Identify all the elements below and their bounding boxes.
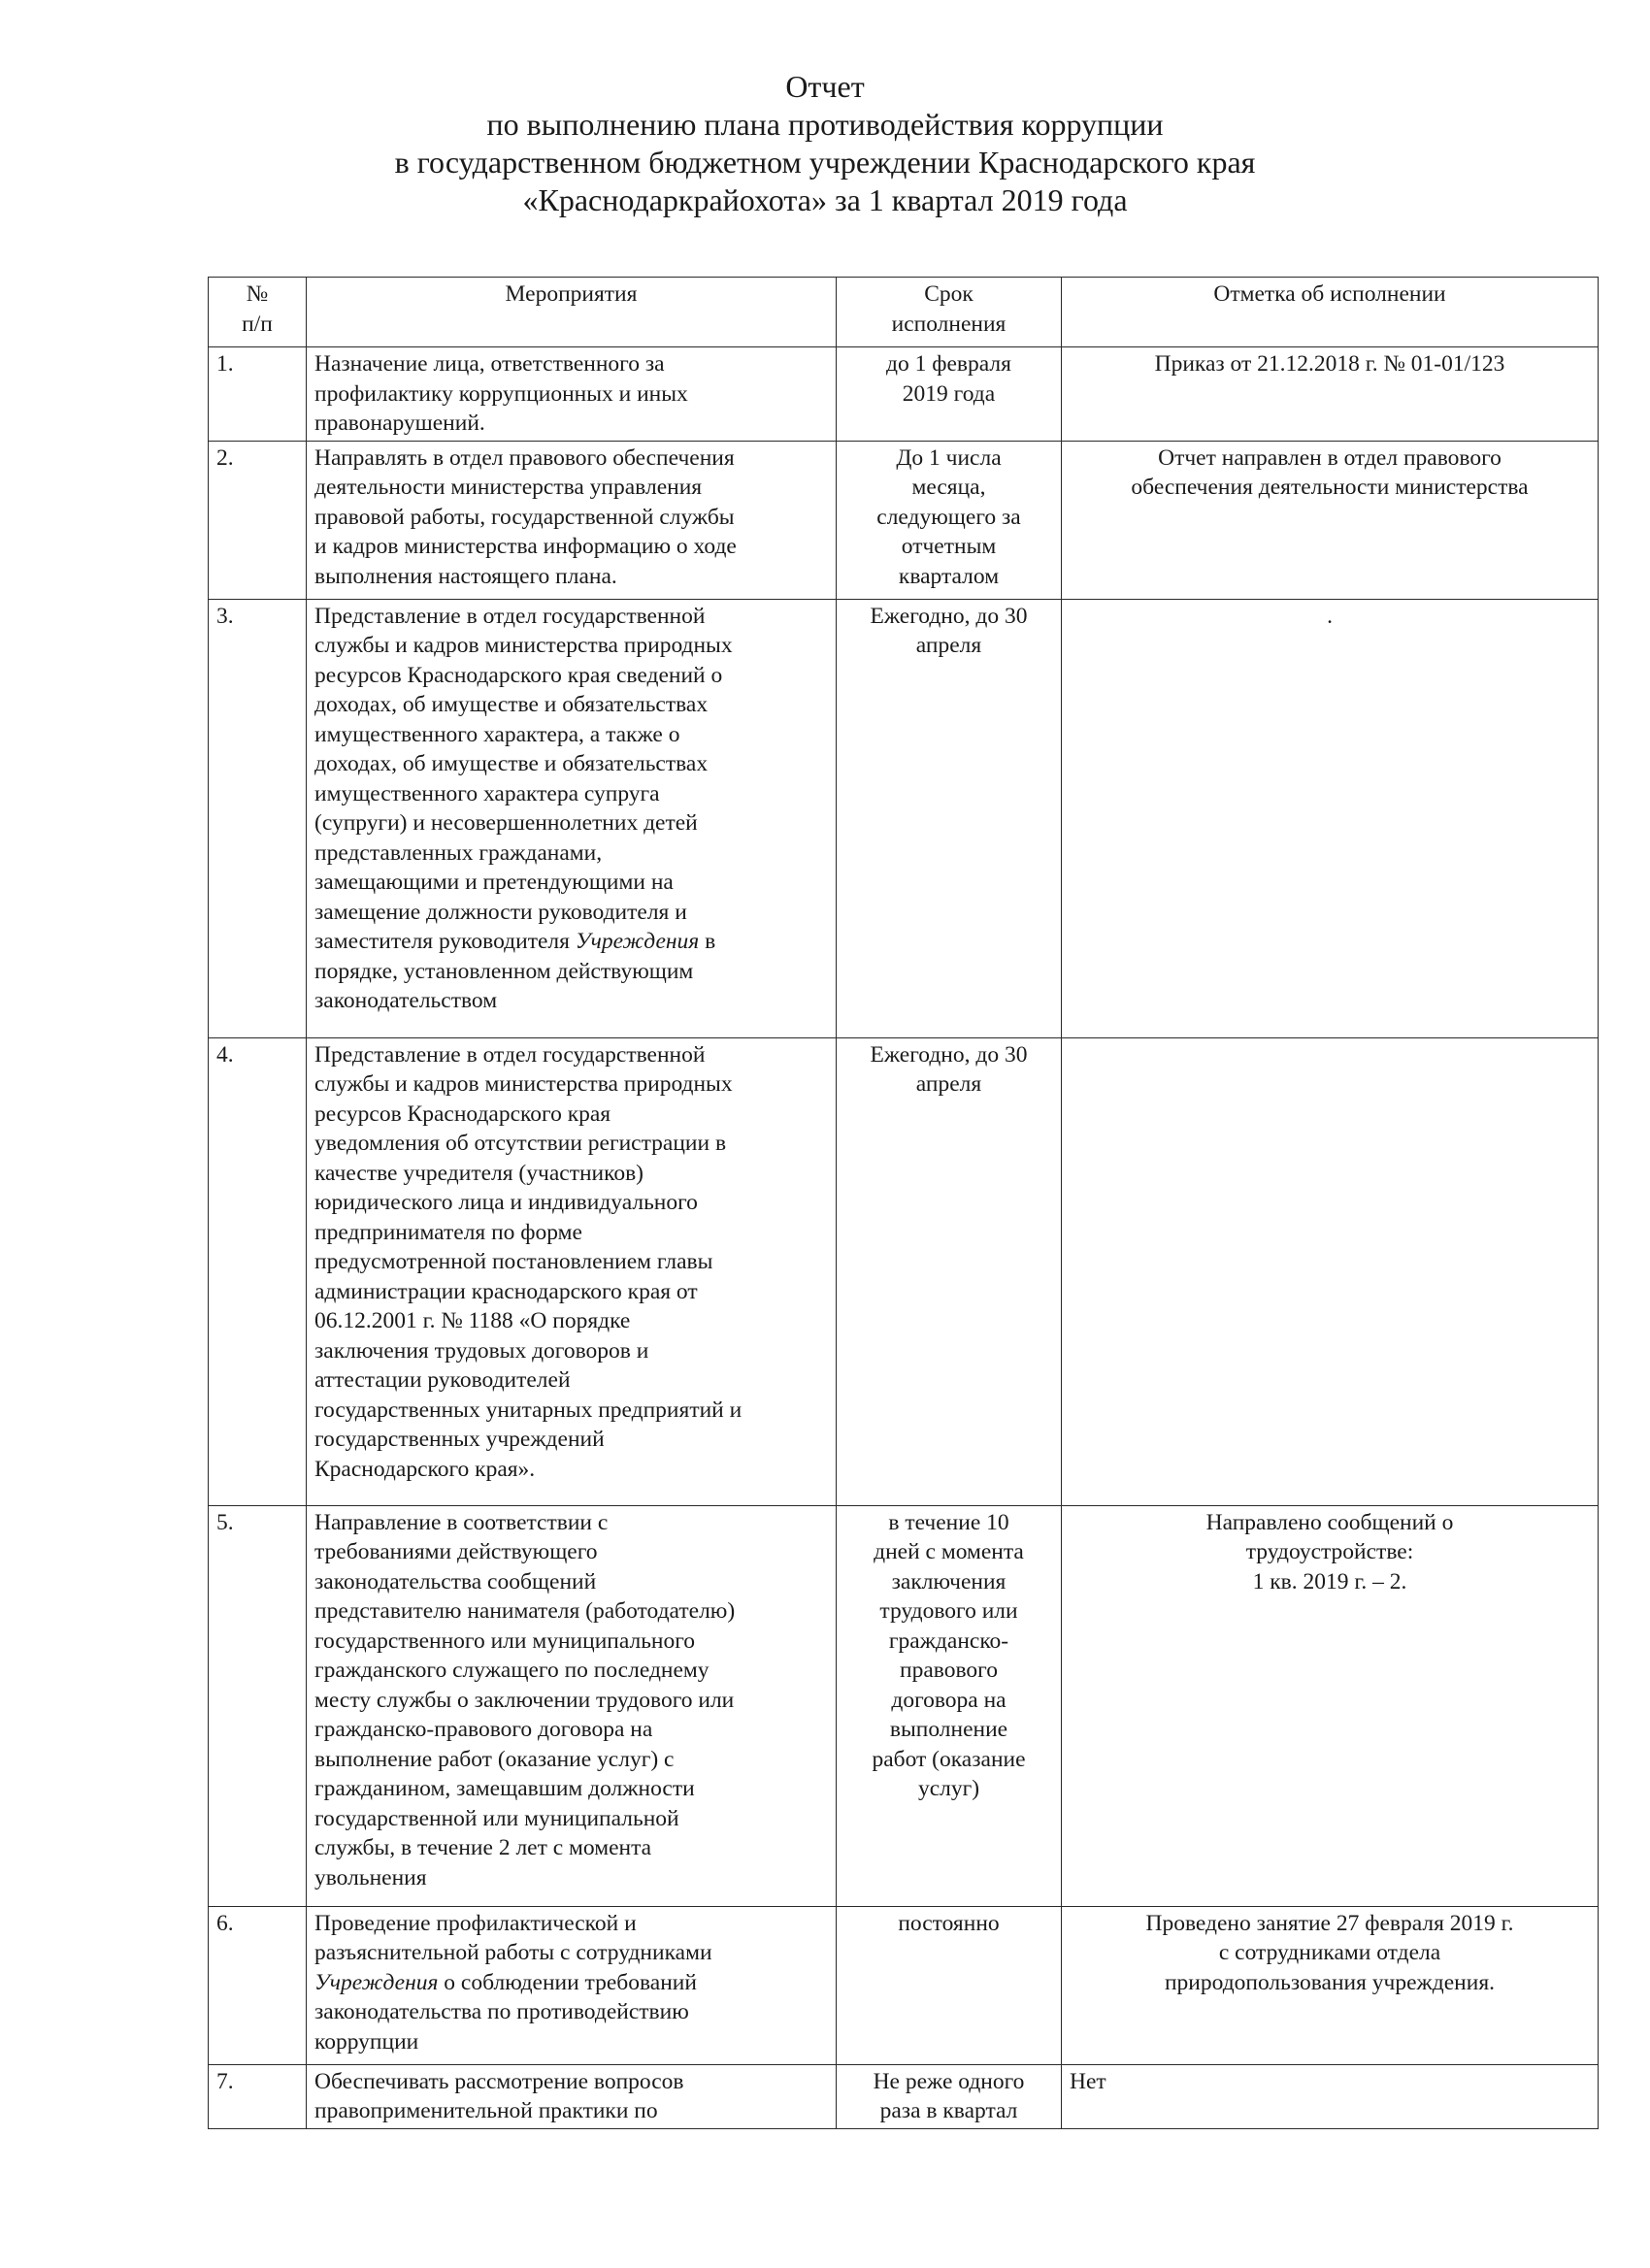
row-term: Ежегодно, до 30 апреля: [837, 599, 1062, 1037]
row-mark: Приказ от 21.12.2018 г. № 01-01/123: [1062, 347, 1599, 442]
header-num: № п/п: [209, 278, 307, 347]
row-event: Назначение лица, ответственного за профилактику коррупционных и иных правонарушений.: [307, 347, 837, 442]
row-event: Представление в отдел государственной службы и кадров министерства природных ресурсов Краснодарского края уведомления об отсутствии регистрации в качестве учредителя (участников) юридического лица и индивидуального предпринимателя по форме предусмотренной постановлением главы администрации краснодарского края от 06.12.2001 г. № 1188 «О порядке заключения трудовых договоров и аттестации руководителей государственных унитарных предприятий и государственных учреждений Краснодарского края».: [307, 1037, 837, 1505]
row-term: до 1 февраля 2019 года: [837, 347, 1062, 442]
table-row: [209, 347, 1599, 442]
row-event: Направление в соответствии с требованиями действующего законодательства сообщений представителю нанимателя (работодателю) государственного или муниципального гражданского служащего по последнему месту службы о заключении трудового или гражданско-правового договора на выполнение работ (оказание услуг) с гражданином, замещавшим должности государственной или муниципальной службы, в течение 2 лет с момента увольнения: [307, 1505, 837, 1906]
row-event: Проведение профилактической и разъяснительной работы с сотрудниками Учреждения о соблюдении требований законодательства по противодействию коррупции: [307, 1906, 837, 2064]
report-table: [208, 277, 1599, 2129]
row-term: Не реже одного раза в квартал: [837, 2064, 1062, 2128]
row-num: 3.: [209, 599, 307, 1037]
table-header-row: [209, 278, 1599, 347]
row-num: 5.: [209, 1505, 307, 1906]
row-num: 7.: [209, 2064, 307, 2128]
row-term: постоянно: [837, 1906, 1062, 2064]
header-event: Мероприятия: [307, 278, 837, 347]
row-mark: Направлено сообщений о трудоустройстве: 1 кв. 2019 г. – 2.: [1062, 1505, 1599, 1906]
header-term: Срок исполнения: [837, 278, 1062, 347]
row-num: 4.: [209, 1037, 307, 1505]
italic-institution: Учреждения: [575, 929, 700, 954]
row-mark: Отчет направлен в отдел правового обеспечения деятельности министерства: [1062, 441, 1599, 599]
row-event: Представление в отдел государственной службы и кадров министерства природных ресурсов Краснодарского края сведений о доходах, об имуществе и обязательствах имущественного характера, а также о доходах, об имуществе и обязательствах имущественного характера супруга (супруги) и несовершеннолетних детей представленных гражданами, замещающими и претендующими на замещение должности руководителя и заместителя руководителя Учреждения в порядке, установленном действующим законодательством: [307, 599, 837, 1037]
row-term: До 1 числа месяца, следующего за отчетным кварталом: [837, 441, 1062, 599]
row-num: 1.: [209, 347, 307, 442]
title-line-1: Отчет: [785, 69, 865, 104]
table-row: [209, 1906, 1599, 2064]
italic-institution: Учреждения: [314, 1969, 439, 1995]
header-mark: Отметка об исполнении: [1062, 278, 1599, 347]
row-num: 6.: [209, 1906, 307, 2064]
row-num: 2.: [209, 441, 307, 599]
row-mark: Нет: [1062, 2064, 1599, 2128]
title-line-2: по выполнению плана противодействия коррупции: [486, 107, 1164, 142]
table-row: [209, 1037, 1599, 1505]
row-event: Направлять в отдел правового обеспечения деятельности министерства управления правовой работы, государственной службы и кадров министерства информацию о ходе выполнения настоящего плана.: [307, 441, 837, 599]
table-row: [209, 1505, 1599, 1906]
row-mark: [1062, 1037, 1599, 1505]
row-mark: .: [1062, 599, 1599, 1037]
title-line-4: «Краснодаркрайохота» за 1 квартал 2019 года: [522, 182, 1128, 217]
page-title: [0, 68, 1650, 219]
row-mark: Проведено занятие 27 февраля 2019 г. с сотрудниками отдела природопользования учреждения.: [1062, 1906, 1599, 2064]
row-term: в течение 10 дней с момента заключения трудового или гражданско- правового договора на выполнение работ (оказание услуг): [837, 1505, 1062, 1906]
table-row: [209, 2064, 1599, 2128]
title-line-3: в государственном бюджетном учреждении Краснодарского края: [394, 145, 1256, 180]
row-event: Обеспечивать рассмотрение вопросов правоприменительной практики по: [307, 2064, 837, 2128]
table-row: [209, 441, 1599, 599]
row-term: Ежегодно, до 30 апреля: [837, 1037, 1062, 1505]
table-row: [209, 599, 1599, 1037]
